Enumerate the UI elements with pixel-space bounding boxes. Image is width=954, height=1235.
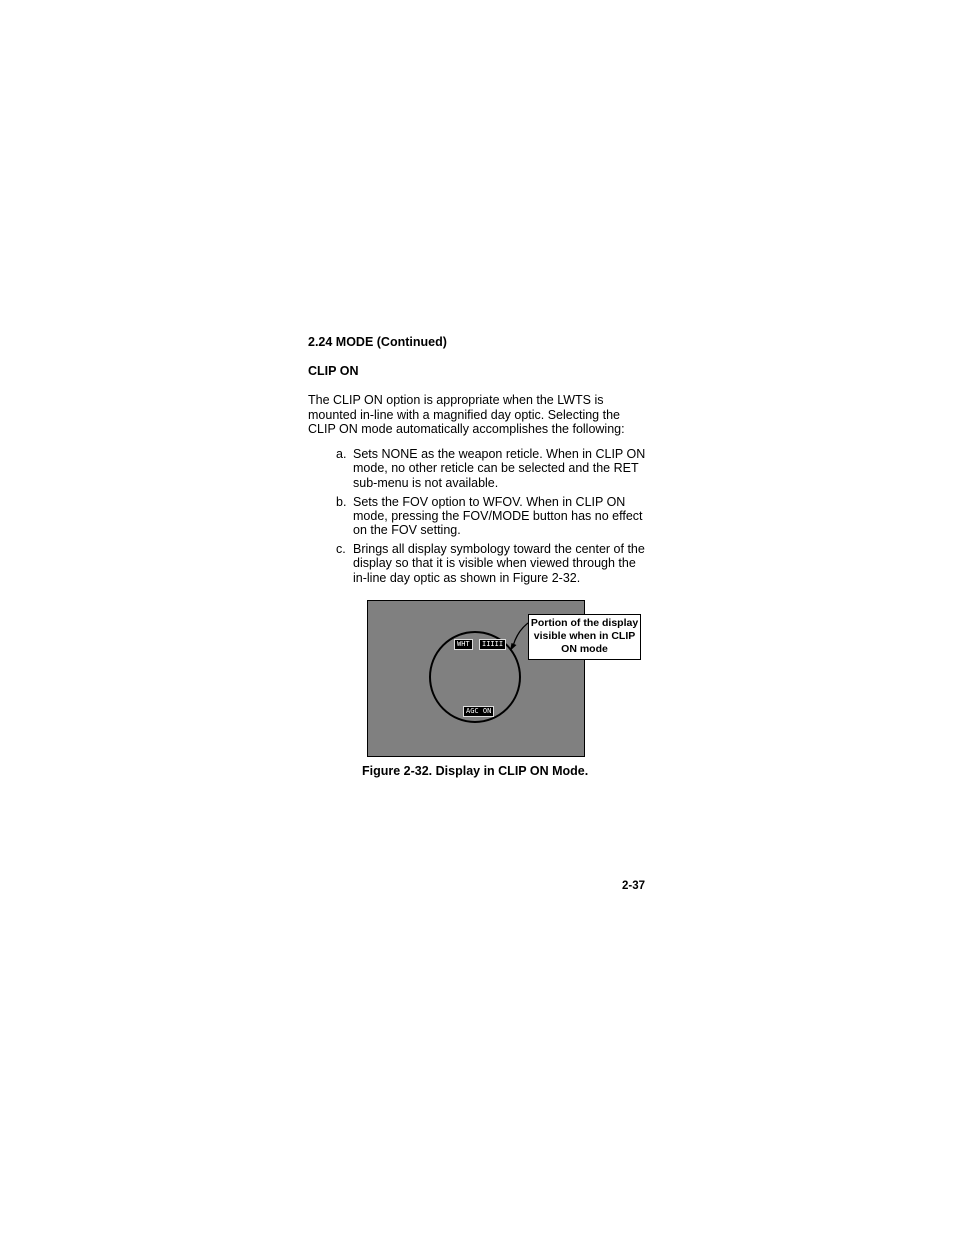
figure-caption: Figure 2-32. Display in CLIP ON Mode. xyxy=(362,764,589,778)
subsection-heading: CLIP ON xyxy=(308,364,359,378)
osd-polarity-indicator: WHT xyxy=(454,639,473,650)
list-item xyxy=(336,447,651,490)
osd-battery-icon: IIIII xyxy=(479,639,506,650)
figure-callout: Portion of the display visible when in CLIP ON mode xyxy=(528,614,641,660)
list-item xyxy=(336,542,651,585)
list-marker: a. xyxy=(336,447,347,461)
callout-arrowhead xyxy=(510,643,517,651)
page-number: 2-37 xyxy=(622,880,646,892)
list-marker: c. xyxy=(336,542,346,557)
list-marker: b. xyxy=(336,494,347,509)
list-item-text: Brings all display symbology toward the center of the display so that it is visible when viewed through the in-line day optic as shown in Figure 2-32. xyxy=(353,542,645,585)
effects-list xyxy=(336,447,651,590)
list-item xyxy=(336,495,651,538)
section-heading: 2.24 MODE (Continued) xyxy=(308,335,447,349)
osd-agc-indicator: AGC ON xyxy=(463,706,494,717)
list-item-text: Sets NONE as the weapon reticle. When in CLIP ON mode, no other reticle can be selected and the RET sub-menu is not available. xyxy=(353,447,646,490)
list-item-text: Sets the FOV option to WFOV. When in CLIP ON mode, pressing the FOV/MODE button has no effect on the FOV setting. xyxy=(353,494,643,538)
intro-paragraph: The CLIP ON option is appropriate when the LWTS is mounted in-line with a magnified day optic. Selecting the CLIP ON mode automatically accomplishes the following: xyxy=(308,393,625,437)
